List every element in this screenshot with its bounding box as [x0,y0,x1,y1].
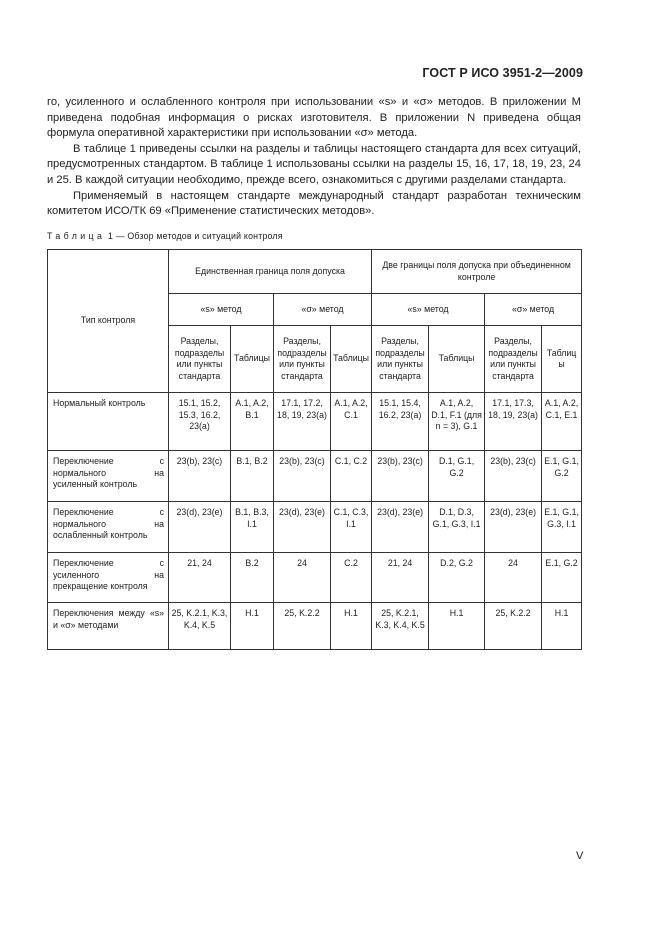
document-header: ГОСТ Р ИСО 3951-2—2009 [422,66,583,80]
table-cell: 23(b), 23(c) [485,451,542,502]
header-single-sigma-method: «σ» метод [274,294,372,326]
paragraph-committee: Применяемый в настоящем стандарте международный стандарт разработан техническим комитетом ИСО/ТК 69 «Применение статистических методов». [47,189,581,218]
table-cell: B.1, B.3, I.1 [231,502,274,553]
table-cell: 25, K.2.2 [485,603,542,650]
table-cell: 15.1, 15.2, 15.3, 16.2, 23(a) [169,393,231,451]
table-cell: 24 [485,553,542,603]
row-label: Нормальный контроль [48,393,169,451]
table-cell: 23(d), 23(e) [372,502,429,553]
table-caption-label: Таблица [47,231,106,241]
row-label: Переключение с нормального на усиленный контроль [48,451,169,502]
table-row [48,451,582,502]
header-single-limit: Единственная граница поля допуска [169,250,372,294]
table-cell: 24 [274,553,331,603]
subheader-tables: Таблицы [231,326,274,393]
table-caption [47,231,283,241]
table-cell: 23(b), 23(c) [169,451,231,502]
table-cell: 23(d), 23(e) [485,502,542,553]
table-cell: A.1, A.2, D.1, F.1 (для n = 3), G.1 [429,393,485,451]
table-cell: A.1, A.2, C.1, E.1 [542,393,582,451]
table-cell: H.1 [429,603,485,650]
table-cell: H.1 [542,603,582,650]
table-cell: D.1, G.1, G.2 [429,451,485,502]
body-text [47,95,581,220]
table-cell: E.1, G.1, G.2 [542,451,582,502]
subheader-sections: Разделы, подразделы или пункты стандарта [169,326,231,393]
row-label: Переключение с усиленного на прекращение контроля [48,553,169,603]
table-cell: 17.1, 17.3, 18, 19, 23(a) [485,393,542,451]
subheader-sections: Разделы, подразделы или пункты стандарта [274,326,331,393]
table-row [48,553,582,603]
table-row [48,502,582,553]
header-single-s-method: «s» метод [169,294,274,326]
table-row [48,603,582,650]
subheader-sections: Разделы, подразделы или пункты стандарта [485,326,542,393]
page-number: V [576,850,584,862]
table-cell: E.1, G.1, G.3, I.1 [542,502,582,553]
table-cell: H.1 [231,603,274,650]
paragraph-table-references: В таблице 1 приведены ссылки на разделы и таблицы настоящего стандарта для всех ситуаций, предусмотренных стандартом. В таблице 1 использованы ссылки на разделы 15, 16, 17, 18, 19, 23, 24 и 25. В каждой ситуации необходимо, прежде всего, ознакомиться с другими разделами стандарта. [47,142,581,186]
table-cell: D.2, G.2 [429,553,485,603]
table-cell: D.1, D.3, G.1, G.3, I.1 [429,502,485,553]
table-cell: C.1, C.3, I.1 [331,502,372,553]
table-caption-number: 1 [107,231,114,241]
table-row [48,393,582,451]
table-cell: 25, K.2.2 [274,603,331,650]
subheader-tables: Таблицы [429,326,485,393]
header-double-limits: Две границы поля допуска при объединенном контроле [372,250,582,294]
table-cell: 23(d), 23(e) [274,502,331,553]
table-cell: H.1 [331,603,372,650]
table-cell: 25, K.2.1, K.3, K.4, K.5 [169,603,231,650]
subheader-tables: Таблицы [542,326,582,393]
overview-table [47,249,582,650]
table-cell: A.1, A.2, B.1 [231,393,274,451]
header-double-s-method: «s» метод [372,294,485,326]
table-cell: E.1, G.2 [542,553,582,603]
table-cell: 21, 24 [372,553,429,603]
header-double-sigma-method: «σ» метод [485,294,582,326]
table-cell: 23(b), 23(c) [372,451,429,502]
row-label: Переключение с нормального на ослабленный контроль [48,502,169,553]
table-cell: 17.1, 17.2, 18, 19, 23(a) [274,393,331,451]
table-cell: C.1, C.2 [331,451,372,502]
header-control-type: Тип контроля [48,250,169,393]
table-caption-title: — Обзор методов и ситуаций контроля [115,231,283,241]
table-cell: C.2 [331,553,372,603]
table-cell: 23(d), 23(e) [169,502,231,553]
row-label: Переключения между «s» и «σ» методами [48,603,169,650]
table-cell: 15.1, 15.4, 16.2, 23(a) [372,393,429,451]
table-cell: 23(b), 23(c) [274,451,331,502]
paragraph-continuation: го, усиленного и ослабленного контроля при использовании «s» и «σ» методов. В приложении М приведена подобная информация о рисках изготовителя. В приложении N приведена общая формула оперативной характеристики при использовании «σ» метода. [47,96,581,140]
subheader-sections: Разделы, подразделы или пункты стандарта [372,326,429,393]
table-cell: B.1, B.2 [231,451,274,502]
table-cell: 21, 24 [169,553,231,603]
table-cell: 25, K.2.1, K.3, K.4, K.5 [372,603,429,650]
subheader-tables: Таблицы [331,326,372,393]
table-cell: B.2 [231,553,274,603]
table-cell: A.1, A.2, C.1 [331,393,372,451]
